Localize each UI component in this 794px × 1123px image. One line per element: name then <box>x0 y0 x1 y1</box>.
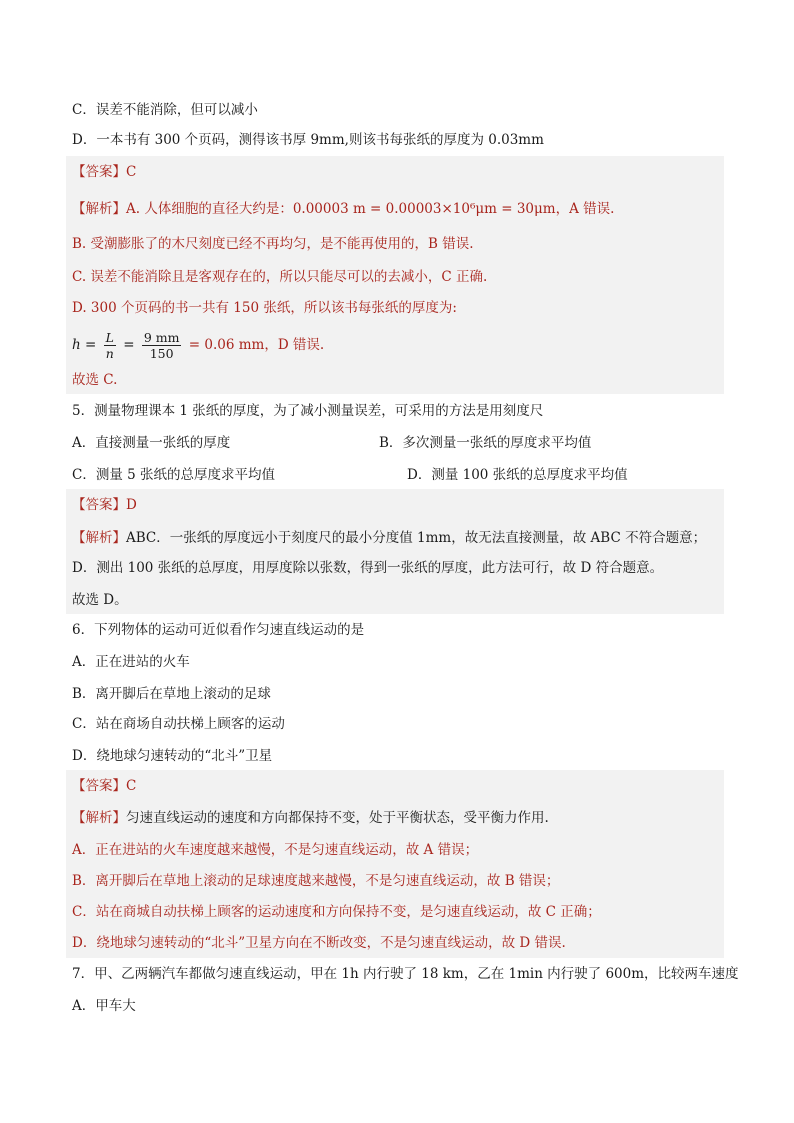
formula-h: h <box>72 337 81 353</box>
q7-stem: 7．甲、乙两辆汽车都做匀速直线运动，甲在 1h 内行驶了 18 km，乙在 1min 内行驶了 600m，比较两车速度 <box>72 966 739 982</box>
q6-stem: 6．下列物体的运动可近似看作匀速直线运动的是 <box>72 622 365 638</box>
q7-option-a: A．甲车大 <box>72 998 136 1014</box>
q5-option-a: A．直接测量一张纸的厚度 <box>72 435 231 451</box>
q5-option-b: B．多次测量一张纸的厚度求平均值 <box>379 435 592 451</box>
formula-n: n <box>105 346 114 361</box>
answer-value: C <box>126 778 137 794</box>
answer-value: C <box>126 164 137 180</box>
q5-option-c: C．测量 5 张纸的总厚度求平均值 <box>72 467 276 483</box>
formula-numerator: 9 mm <box>143 330 180 345</box>
q6-option-c: C．站在商场自动扶梯上顾客的运动 <box>72 716 285 732</box>
q6-analysis-a: A．正在进站的火车速度越来越慢，不是匀速直线运动，故 A 错误； <box>72 842 479 858</box>
formula-denominator: 150 <box>149 346 174 361</box>
q6-answer <box>72 776 136 796</box>
q5-answer-block <box>66 489 724 614</box>
answer-tag: 【答案】 <box>72 497 126 513</box>
q4-answer <box>72 162 136 182</box>
analysis-tag: 【解析】 <box>72 530 126 546</box>
q6-answer-block <box>66 770 724 958</box>
q6-analysis-c: C．站在商城自动扶梯上顾客的运动速度和方向保持不变，是匀速直线运动，故 C 正确； <box>72 904 601 920</box>
q4-analysis-a <box>72 199 614 219</box>
q6-option-a: A．正在进站的火车 <box>72 654 190 670</box>
analysis-text: 匀速直线运动的速度和方向都保持不变，处于平衡状态，受平衡力作用. <box>126 810 549 826</box>
answer-value: D <box>126 497 137 513</box>
formula-fraction-9mm-150 <box>142 330 182 361</box>
analysis-tag: 【解析】 <box>72 810 126 826</box>
q6-analysis-d: D．绕地球匀速转动的“北斗”卫星方向在不断改变，不是匀速直线运动，故 D 错误. <box>72 935 566 951</box>
q4-analysis-d: D. 300 个页码的书一共有 150 张纸，所以该书每张纸的厚度为: <box>72 300 457 316</box>
formula-eq2: = <box>123 337 135 353</box>
q4-option-c: C．误差不能消除，但可以减小 <box>72 102 258 118</box>
q5-analysis-d: D．测出 100 张纸的总厚度，用厚度除以张数，得到一张纸的厚度，此方法可行，故 D 符合题意。 <box>72 560 664 576</box>
analysis-text: A. 人体细胞的直径大约是：0.00003 m = 0.00003×10⁶μm = 30μm，A 错误. <box>126 201 615 217</box>
q5-stem: 5．测量物理课本 1 张纸的厚度，为了减小测量误差，可采用的方法是用刻度尺 <box>72 403 544 419</box>
answer-tag: 【答案】 <box>72 164 126 180</box>
q4-formula <box>72 328 324 362</box>
formula-l: L <box>105 330 114 345</box>
q4-conclusion: 故选 C. <box>72 372 118 388</box>
q4-analysis-c: C. 误差不能消除且是客观存在的，所以只能尽可以的去减小，C 正确. <box>72 269 488 285</box>
q6-analysis-b: B．离开脚后在草地上滚动的足球速度越来越慢，不是匀速直线运动，故 B 错误； <box>72 873 560 889</box>
q4-option-d: D．一本书有 300 个页码，测得该书厚 9mm,则该书每张纸的厚度为 0.03mm <box>72 132 544 148</box>
q6-option-d: D．绕地球匀速转动的“北斗”卫星 <box>72 748 273 764</box>
q5-analysis-abc <box>72 528 706 548</box>
q5-option-d: D．测量 100 张纸的总厚度求平均值 <box>407 467 628 483</box>
answer-tag: 【答案】 <box>72 778 126 794</box>
formula-eq1: = <box>85 337 97 353</box>
analysis-text: ABC．一张纸的厚度远小于刻度尺的最小分度值 1mm，故无法直接测量，故 ABC 不符合题意； <box>126 530 707 546</box>
q5-answer <box>72 495 137 515</box>
q6-analysis-intro <box>72 808 549 828</box>
formula-result: = 0.06 mm，D 错误. <box>188 337 325 353</box>
q5-conclusion: 故选 D。 <box>72 592 128 608</box>
formula-fraction-l-n <box>104 330 116 361</box>
analysis-tag: 【解析】 <box>72 201 126 217</box>
q6-option-b: B．离开脚后在草地上滚动的足球 <box>72 686 271 702</box>
q4-analysis-b: B. 受潮膨胀了的木尺刻度已经不再均匀，是不能再使用的，B 错误. <box>72 236 474 252</box>
